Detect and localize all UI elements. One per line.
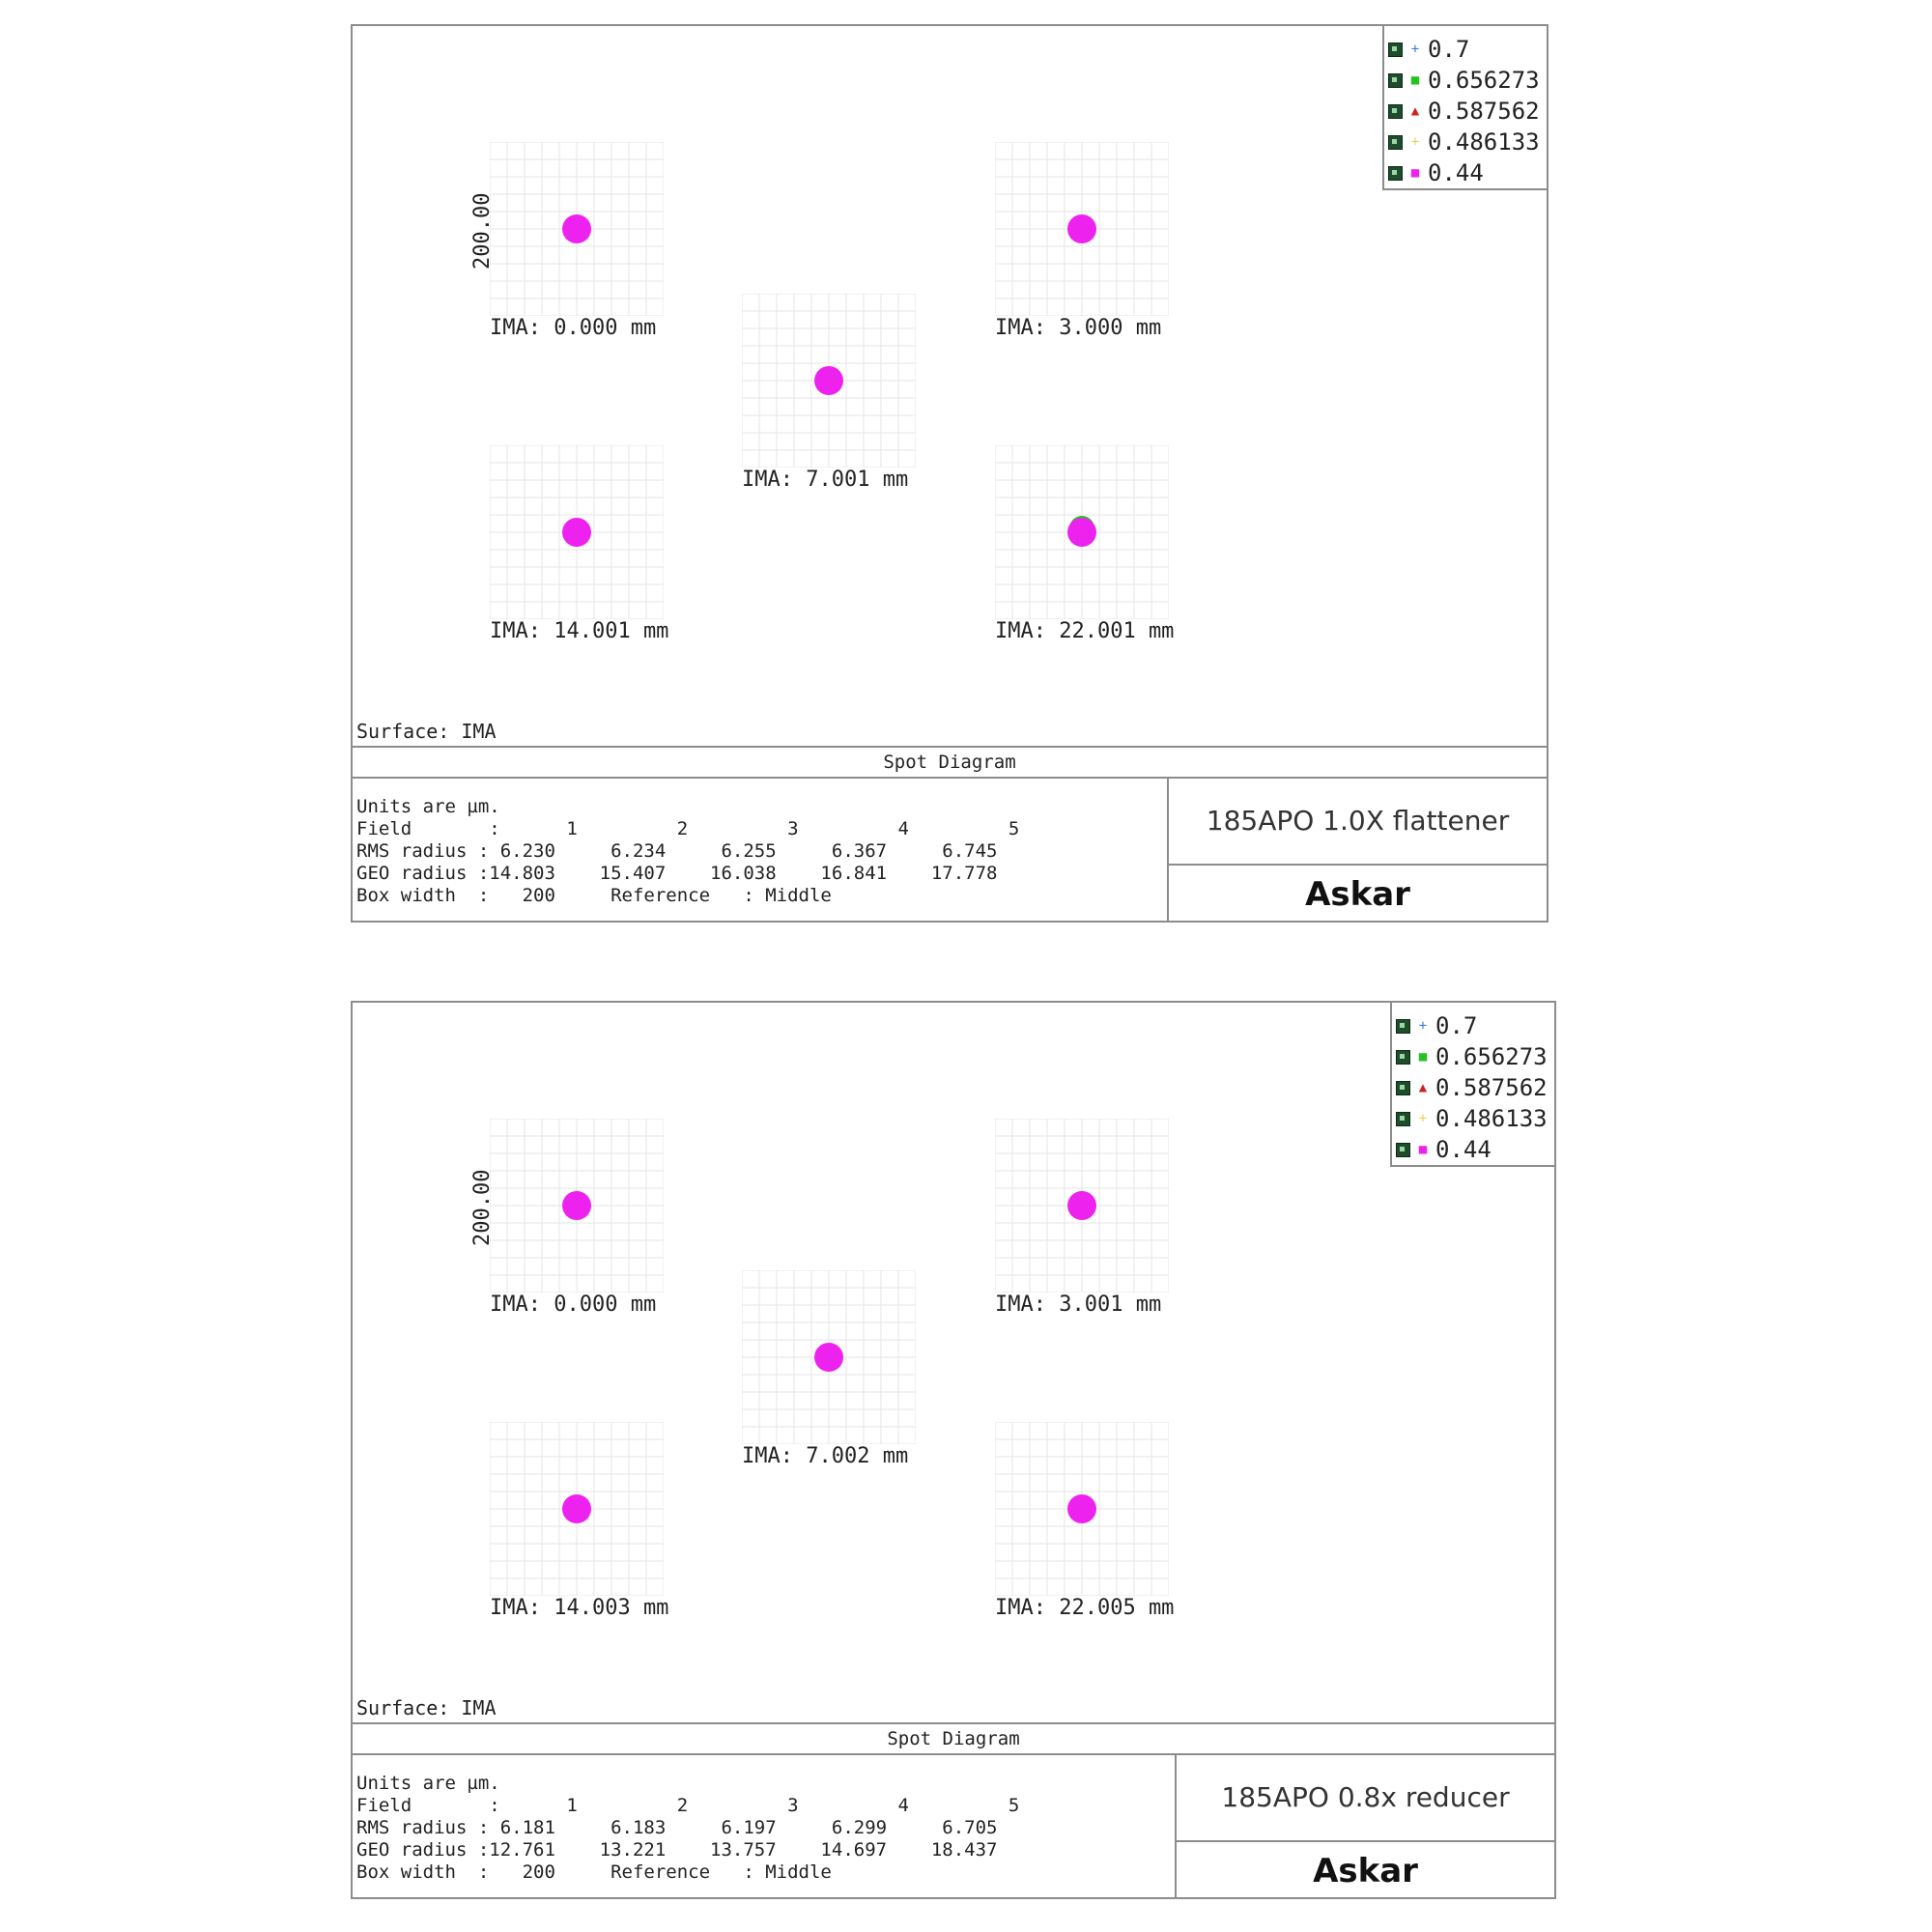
checkbox-icon[interactable]	[1396, 1143, 1410, 1157]
legend-item	[1396, 1072, 1554, 1103]
legend-item	[1396, 1041, 1554, 1072]
spot-plot	[742, 1270, 916, 1468]
spot-label: IMA: 22.001 mm	[995, 619, 1175, 643]
scale-label: 200.00	[470, 1169, 495, 1246]
spot-dot	[562, 518, 591, 547]
spot-grid	[742, 1270, 916, 1444]
info-box	[1175, 1753, 1554, 1897]
wavelength-legend	[1390, 1003, 1554, 1167]
checkbox-icon[interactable]	[1388, 43, 1403, 57]
field-line: Field : 1 2 3 4 5	[356, 818, 1020, 839]
legend-item	[1388, 127, 1547, 157]
legend-item	[1396, 1103, 1554, 1134]
spot-dot	[562, 1494, 591, 1523]
spot-diagram-panel-flattener	[351, 24, 1548, 923]
rms-radius-line: RMS radius : 6.181 6.183 6.197 6.299 6.705	[356, 1817, 998, 1838]
spot-grid	[490, 445, 664, 619]
spot-plot	[995, 1422, 1175, 1620]
spot-grid	[995, 142, 1169, 316]
info-box	[1167, 777, 1547, 921]
spot-dot	[562, 214, 591, 243]
plot-area	[353, 1003, 1554, 1722]
legend-item	[1388, 96, 1547, 127]
spot-label: IMA: 14.003 mm	[490, 1596, 669, 1620]
spot-grid	[490, 1119, 664, 1293]
product-name: 185APO 0.8x reducer	[1177, 1753, 1554, 1842]
square-marker-icon: ■	[1410, 72, 1420, 88]
checkbox-icon[interactable]	[1396, 1050, 1410, 1065]
plus-marker-icon: +	[1418, 1018, 1428, 1034]
spot-dot	[1067, 1191, 1096, 1220]
box-width-line: Box width : 200 Reference : Middle	[356, 885, 832, 906]
spot-grid	[490, 142, 664, 316]
legend-label: 0.587562	[1435, 1074, 1548, 1101]
rms-radius-line: RMS radius : 6.230 6.234 6.255 6.367 6.745	[356, 840, 998, 862]
brand-logo: Askar	[1313, 1852, 1418, 1890]
legend-label: 0.656273	[1428, 67, 1540, 94]
checkbox-icon[interactable]	[1388, 135, 1403, 150]
legend-label: 0.44	[1435, 1136, 1492, 1163]
spot-plot	[995, 142, 1169, 340]
legend-label: 0.7	[1435, 1012, 1478, 1039]
plus-marker-icon: +	[1410, 134, 1420, 150]
spot-plot	[995, 1119, 1169, 1317]
units-line: Units are µm.	[356, 1773, 500, 1794]
geo-radius-line: GEO radius :14.803 15.407 16.038 16.841 17.778	[356, 863, 998, 884]
checkbox-icon[interactable]	[1396, 1112, 1410, 1126]
legend-item	[1388, 157, 1547, 188]
spot-grid	[490, 1422, 664, 1596]
legend-item	[1388, 34, 1547, 65]
checkbox-icon[interactable]	[1396, 1081, 1410, 1095]
legend-item	[1396, 1134, 1554, 1165]
spot-diagram-panel-reducer	[351, 1001, 1556, 1899]
surface-label: Surface: IMA	[356, 720, 497, 743]
spot-label: IMA: 22.005 mm	[995, 1596, 1175, 1620]
legend-label: 0.486133	[1435, 1105, 1548, 1132]
spot-label: IMA: 7.001 mm	[742, 468, 909, 492]
spot-dot	[1067, 518, 1096, 547]
spot-plot	[490, 445, 669, 643]
legend-item	[1388, 65, 1547, 96]
data-table	[353, 1753, 1169, 1897]
diagram-title: Spot Diagram	[353, 746, 1547, 779]
spot-grid	[995, 445, 1169, 619]
spot-grid	[995, 1422, 1169, 1596]
spot-grid	[742, 294, 916, 468]
plus-marker-icon: +	[1418, 1111, 1428, 1126]
field-line: Field : 1 2 3 4 5	[356, 1795, 1020, 1816]
square-marker-icon: ■	[1418, 1049, 1428, 1065]
legend-label: 0.486133	[1428, 128, 1540, 156]
data-table	[353, 777, 1169, 921]
square-marker-icon: ■	[1418, 1142, 1428, 1157]
checkbox-icon[interactable]	[1388, 73, 1403, 88]
spot-label: IMA: 14.001 mm	[490, 619, 669, 643]
checkbox-icon[interactable]	[1396, 1019, 1410, 1034]
units-line: Units are µm.	[356, 796, 500, 817]
spot-grid	[995, 1119, 1169, 1293]
box-width-line: Box width : 200 Reference : Middle	[356, 1861, 832, 1883]
legend-label: 0.656273	[1435, 1043, 1548, 1070]
spot-plot	[490, 1422, 669, 1620]
spot-label: IMA: 0.000 mm	[490, 316, 657, 340]
legend-item	[1396, 1010, 1554, 1041]
square-marker-icon: ■	[1410, 165, 1420, 181]
scale-label: 200.00	[470, 192, 495, 270]
spot-plot	[490, 1119, 664, 1317]
spot-plot	[995, 445, 1175, 643]
geo-radius-line: GEO radius :12.761 13.221 13.757 14.697 18.437	[356, 1839, 998, 1861]
product-name: 185APO 1.0X flattener	[1169, 777, 1547, 866]
legend-label: 0.44	[1428, 159, 1484, 186]
legend-label: 0.7	[1428, 36, 1470, 63]
spot-label: IMA: 7.002 mm	[742, 1444, 909, 1468]
spot-dot	[1067, 214, 1096, 243]
spot-label: IMA: 3.001 mm	[995, 1293, 1162, 1317]
triangle-marker-icon: ▲	[1410, 103, 1420, 119]
checkbox-icon[interactable]	[1388, 166, 1403, 181]
spot-plot	[490, 142, 664, 340]
spot-dot	[562, 1191, 591, 1220]
surface-label: Surface: IMA	[356, 1696, 497, 1719]
diagram-title: Spot Diagram	[353, 1722, 1554, 1755]
triangle-marker-icon: ▲	[1418, 1080, 1428, 1095]
spot-dot	[1067, 1494, 1096, 1523]
spot-dot	[814, 1343, 843, 1372]
plus-marker-icon: +	[1410, 42, 1420, 57]
spot-plot	[742, 294, 916, 492]
spot-dot	[814, 366, 843, 395]
legend-label: 0.587562	[1428, 98, 1540, 125]
plot-area	[353, 26, 1547, 746]
spot-label: IMA: 0.000 mm	[490, 1293, 657, 1317]
wavelength-legend	[1382, 26, 1547, 190]
spot-label: IMA: 3.000 mm	[995, 316, 1162, 340]
brand-logo: Askar	[1305, 875, 1410, 914]
checkbox-icon[interactable]	[1388, 104, 1403, 119]
